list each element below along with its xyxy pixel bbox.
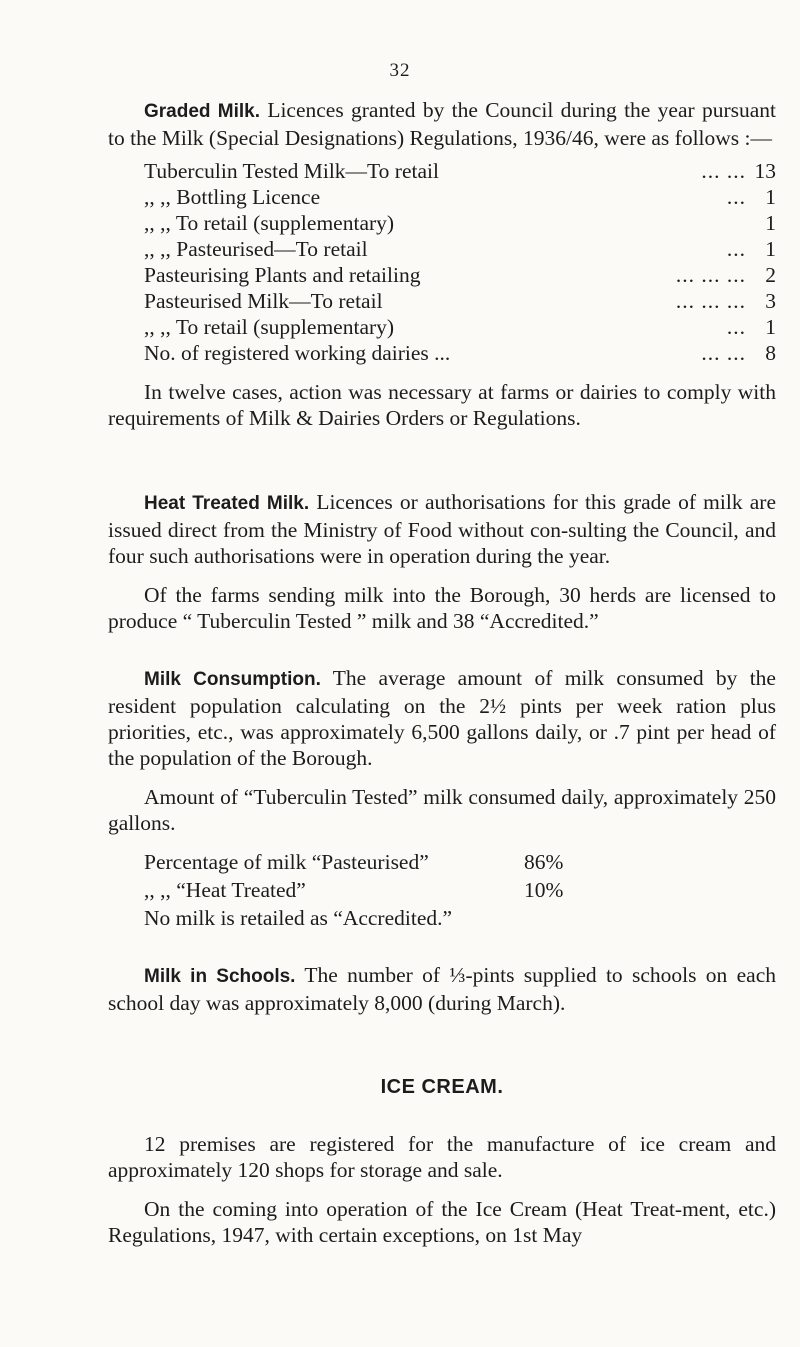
leader-dots: ... ... ... [675,289,746,313]
table-row [108,340,776,366]
licence-label: No. of registered working dairies ... [144,341,451,365]
table-row [108,184,776,210]
licence-count: 1 [765,237,776,261]
licence-label: Tuberculin Tested Milk—To retail [144,159,439,183]
accredited-note: No milk is retailed as “Accredited.” [144,906,453,930]
licence-label: ,, ,, Bottling Licence [144,185,321,209]
page-number: 32 [389,60,411,81]
licence-label: ,, ,, Pasteurised—To retail [144,237,368,261]
milk-consumption-paragraph [108,665,776,771]
ice-cream-paragraph-1: 12 premises are registered for the manufacture of ice cream and approximately 120 shops for storage and sale. [108,1132,776,1182]
licence-count: 1 [765,315,776,339]
licence-label: ,, ,, To retail (supplementary) [144,211,395,235]
licence-label: ,, ,, To retail (supplementary) [144,315,395,339]
licence-count: 8 [765,341,776,365]
milk-in-schools-text: The number of ⅓-pints supplied to schools on each school day was approximately 8,000 (during March). [108,963,776,1015]
milk-consumption-heading: Milk Consumption. [144,669,321,690]
farms-paragraph: Of the farms sending milk into the Borough, 30 herds are licensed to produce “ Tuberculin Tested ” milk and 38 “Accredited.” [108,583,776,633]
page-content [108,97,776,1248]
heat-treated-text: Licences or authorisations for this grade of milk are issued direct from the Ministry of Food without con-sulting the Council, and four such authorisations were in operation during the year. [108,490,776,568]
milk-in-schools-heading: Milk in Schools. [144,966,296,987]
table-row [108,236,776,262]
graded-milk-paragraph [108,97,776,151]
percentage-label: Percentage of milk “Pasteurised” [144,850,429,874]
licence-count: 1 [765,211,776,235]
licence-label: Pasteurised Milk—To retail [144,289,383,313]
action-note: In twelve cases, action was necessary at farms or dairies to comply with requirements of Milk & Dairies Orders or Regulations. [108,380,776,430]
leader-dots: ... ... [701,341,746,365]
percentage-value: 10% [524,878,564,902]
table-row [108,210,776,236]
licence-count: 13 [754,159,776,183]
licences-table [108,158,776,366]
list-item [108,849,776,877]
percentage-label: ,, ,, “Heat Treated” [144,878,306,902]
licence-count: 2 [765,263,776,287]
table-row [108,314,776,340]
ice-cream-paragraph-2: On the coming into operation of the Ice Cream (Heat Treat-ment, etc.) Regulations, 1947, with certain exceptions, on 1st May [108,1197,776,1247]
milk-consumption-text: The average amount of milk consumed by the resident population calculating on the 2½ pints per week ration plus priorities, etc., was approximately 6,500 gallons daily, or .7 pint per head of the population of the Borough. [108,666,776,770]
table-row [108,288,776,314]
table-row [108,262,776,288]
heat-treated-paragraph [108,489,776,569]
leader-dots: ... [726,185,746,209]
heat-treated-heading: Heat Treated Milk. [144,493,310,514]
graded-milk-intro: Licences granted by the Council during the year pursuant to the Milk (Special Designations) Regulations, 1936/46, were as follows :— [108,98,777,150]
table-row [108,158,776,184]
licence-count: 3 [765,289,776,313]
percentage-value: 86% [524,850,564,874]
tt-amount-paragraph: Amount of “Tuberculin Tested” milk consumed daily, approximately 250 gallons. [108,785,776,835]
graded-milk-heading: Graded Milk. [144,101,260,122]
list-item [108,877,776,905]
leader-dots: ... [726,237,746,261]
licence-label: Pasteurising Plants and retailing [144,263,421,287]
licence-count: 1 [765,185,776,209]
leader-dots: ... ... ... [675,263,746,287]
ice-cream-title: ICE CREAM. [380,1076,504,1098]
leader-dots: ... [726,315,746,339]
percentage-list [108,849,776,905]
milk-in-schools-paragraph [108,962,776,1016]
leader-dots: ... ... [701,159,746,183]
